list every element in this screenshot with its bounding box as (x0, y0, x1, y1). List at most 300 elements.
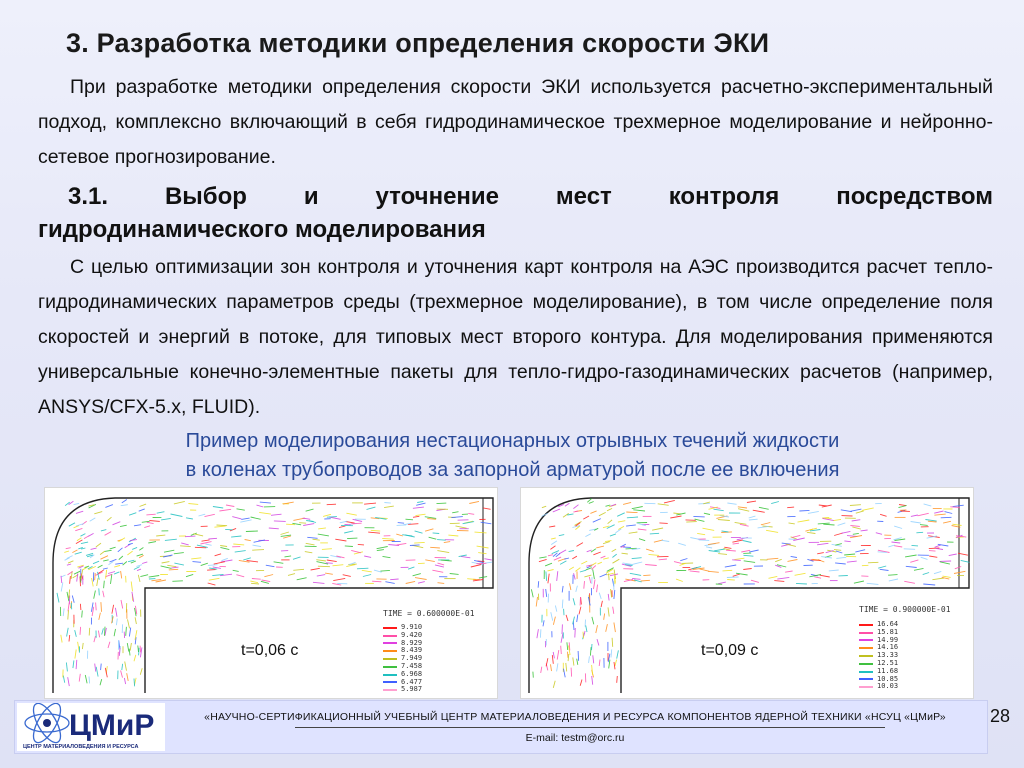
velocity-vector (122, 664, 123, 670)
velocity-vector (714, 509, 724, 511)
velocity-vector (632, 562, 642, 564)
velocity-vector (209, 538, 218, 539)
velocity-vector (697, 533, 705, 534)
velocity-vector (327, 560, 337, 562)
velocity-vector (124, 678, 125, 684)
legend-value: 15.81 (877, 627, 899, 636)
velocity-vector (643, 575, 650, 576)
velocity-vector (231, 536, 241, 537)
velocity-vector (193, 562, 202, 563)
velocity-vector (592, 617, 594, 624)
velocity-vector (854, 581, 864, 583)
velocity-vector (172, 581, 183, 582)
velocity-vector (68, 561, 73, 563)
velocity-vector (122, 500, 127, 503)
velocity-vector (441, 560, 452, 561)
velocity-vector (955, 567, 961, 569)
velocity-vector (611, 649, 612, 657)
velocity-vector (131, 582, 132, 592)
velocity-vector (718, 520, 730, 521)
velocity-vector (111, 575, 112, 584)
velocity-vector (747, 501, 756, 502)
velocity-vector (932, 578, 944, 580)
velocity-vector (788, 560, 798, 562)
velocity-vector (753, 510, 765, 512)
velocity-vector (333, 565, 344, 566)
pipe-wall (529, 498, 969, 693)
velocity-vector (592, 676, 593, 685)
legend-value: 14.16 (877, 643, 899, 652)
velocity-vector (961, 560, 970, 562)
legend-swatch (859, 655, 873, 657)
velocity-vector (68, 602, 69, 611)
velocity-vector (617, 650, 619, 658)
velocity-vector (119, 556, 123, 560)
velocity-vector (592, 644, 593, 650)
velocity-vector (121, 600, 123, 609)
velocity-vector (257, 505, 264, 507)
velocity-vector (795, 573, 806, 575)
velocity-vector (851, 509, 862, 511)
velocity-vector (847, 561, 857, 562)
velocity-vector (69, 635, 70, 642)
velocity-vector (612, 554, 616, 557)
velocity-vector (106, 570, 107, 579)
velocity-vector (733, 543, 739, 544)
velocity-vector (564, 669, 566, 678)
velocity-vector (180, 546, 191, 547)
velocity-vector (306, 543, 315, 545)
velocity-vector (136, 565, 142, 567)
velocity-vector (313, 582, 324, 583)
velocity-vector (418, 582, 425, 584)
legend-value: 5.987 (401, 685, 423, 694)
velocity-vector (645, 565, 657, 566)
velocity-vector (597, 639, 599, 645)
velocity-vector (316, 560, 326, 561)
velocity-vector (96, 603, 97, 611)
velocity-vector (233, 544, 244, 545)
velocity-vector (639, 539, 645, 541)
velocity-vector (68, 677, 70, 686)
velocity-vector (564, 558, 569, 559)
velocity-vector (612, 638, 613, 647)
velocity-vector (835, 563, 846, 564)
velocity-vector (561, 634, 563, 643)
velocity-vector (852, 520, 861, 521)
velocity-vector (307, 537, 317, 538)
velocity-vector (583, 632, 584, 639)
velocity-vector (551, 664, 552, 671)
velocity-vector (540, 629, 541, 637)
velocity-vector (809, 575, 821, 577)
velocity-vector (271, 514, 282, 515)
legend-value: 13.33 (877, 651, 899, 660)
velocity-vector (929, 551, 936, 552)
velocity-vector (836, 551, 842, 553)
velocity-vector (128, 619, 130, 628)
velocity-vector (222, 558, 228, 560)
velocity-vector (137, 569, 141, 571)
velocity-vector (103, 560, 108, 561)
velocity-vector (135, 617, 136, 624)
velocity-vector (416, 514, 426, 515)
velocity-vector (536, 597, 537, 607)
velocity-vector (569, 551, 574, 552)
velocity-vector (128, 560, 134, 562)
velocity-vector (358, 544, 364, 545)
velocity-vector (573, 511, 578, 512)
velocity-vector (577, 615, 578, 622)
velocity-vector (617, 676, 618, 683)
velocity-vector (397, 525, 407, 526)
velocity-vector (835, 544, 842, 546)
velocity-vector (767, 558, 779, 559)
time-label: t=0,06 с (241, 642, 299, 659)
velocity-vector (573, 598, 575, 605)
velocity-vector (95, 664, 96, 672)
velocity-vector (327, 504, 336, 505)
velocity-vector (285, 556, 292, 557)
velocity-vector (390, 579, 398, 580)
velocity-vector (798, 520, 810, 522)
velocity-vector (548, 574, 549, 584)
velocity-vector (618, 521, 625, 522)
velocity-vector (690, 538, 700, 540)
velocity-vector (246, 531, 258, 532)
velocity-vector (700, 569, 710, 571)
velocity-vector (632, 558, 642, 559)
legend-swatch (859, 686, 873, 688)
legend-swatch (383, 681, 397, 683)
velocity-vector (88, 533, 93, 536)
subsection-line2: гидродинамического моделирования (38, 216, 486, 243)
velocity-vector (934, 514, 945, 515)
velocity-vector (346, 565, 355, 567)
velocity-vector (607, 508, 612, 510)
legend-value: 7.458 (401, 661, 423, 670)
velocity-vector (217, 525, 228, 526)
velocity-vector (613, 607, 614, 614)
velocity-legend (383, 624, 422, 694)
body-text: С целью оптимизации зон контроля и уточнения карт контроля на АЭС производится расчет тепло-гидродинамических параметров среды (трехмерное моделирование), в том числе определение поля скоростей и энергий в потоке, для типовых мест второго контура. Для моделирования применяются универсальные конечно-элементные пакеты для тепло-гидро-газодинамических расчетов (например, ANSYS/CFX-5.x, FLUID). (38, 256, 993, 418)
velocity-vector (101, 556, 109, 560)
velocity-vector (435, 565, 444, 567)
subsection-word: и (303, 183, 319, 210)
velocity-vector (105, 550, 112, 551)
subsection-word: Выбор (164, 183, 247, 210)
velocity-vector (93, 561, 99, 564)
velocity-vector (97, 578, 98, 586)
velocity-vector (575, 568, 580, 572)
legend-swatch (383, 666, 397, 668)
velocity-vector (266, 565, 275, 567)
velocity-vector (888, 545, 894, 547)
velocity-vector (171, 567, 178, 568)
velocity-vector (108, 642, 110, 648)
velocity-vector (432, 570, 443, 572)
subsection-number: 3.1. (68, 183, 109, 210)
subsection-line1 (38, 180, 993, 213)
velocity-vector (430, 547, 440, 548)
velocity-vector (127, 673, 129, 681)
velocity-vector (553, 617, 555, 625)
velocity-vector (593, 569, 595, 579)
velocity-vector (120, 525, 127, 526)
velocity-vector (269, 528, 279, 529)
velocity-vector (695, 519, 705, 521)
velocity-vector (604, 614, 605, 620)
velocity-vector (749, 519, 758, 520)
velocity-vector (61, 583, 63, 592)
velocity-vector (377, 547, 388, 549)
velocity-vector (789, 523, 795, 524)
velocity-vector (722, 531, 729, 532)
legend-value: 14.99 (877, 635, 899, 644)
footer-divider (295, 727, 885, 728)
velocity-vector (253, 545, 262, 547)
velocity-vector (537, 629, 539, 638)
velocity-vector (344, 531, 353, 533)
velocity-vector (579, 607, 581, 615)
velocity-vector (69, 523, 75, 526)
velocity-vector (185, 536, 195, 537)
velocity-vector (322, 549, 332, 550)
velocity-vector (662, 540, 670, 541)
velocity-vector (437, 503, 447, 504)
velocity-legend (859, 621, 898, 691)
velocity-vector (416, 503, 425, 505)
legend-value: 16.64 (877, 620, 899, 628)
velocity-vector (112, 605, 114, 614)
velocity-vector (367, 507, 376, 509)
intro-paragraph (38, 70, 993, 175)
velocity-vector (347, 538, 357, 539)
velocity-vector (599, 512, 606, 515)
velocity-vector (72, 550, 77, 553)
velocity-vector (305, 552, 313, 553)
velocity-vector (105, 505, 113, 508)
legend-value: 10.03 (877, 682, 899, 691)
velocity-vector (236, 575, 244, 577)
velocity-vector (733, 574, 740, 576)
velocity-vector (723, 570, 733, 571)
contact-email: E-mail: testm@orc.ru (525, 732, 625, 744)
velocity-vector (85, 675, 87, 683)
velocity-vector (646, 549, 654, 551)
velocity-vector (281, 532, 289, 535)
velocity-vector (105, 532, 112, 536)
velocity-vector (126, 627, 127, 636)
velocity-vector (67, 564, 71, 565)
velocity-vector (593, 655, 594, 663)
velocity-vector (75, 528, 82, 530)
velocity-vector (856, 511, 864, 513)
velocity-vector (105, 627, 106, 636)
velocity-vector (724, 547, 731, 548)
velocity-vector (539, 557, 546, 558)
velocity-vector (771, 502, 779, 504)
velocity-vector (303, 524, 314, 526)
legend-value: 6.477 (401, 677, 423, 686)
legend-swatch (859, 671, 873, 673)
velocity-vector (77, 538, 82, 541)
velocity-vector (541, 667, 542, 673)
velocity-vector (630, 573, 641, 575)
velocity-vector (814, 577, 821, 578)
legend-swatch (859, 647, 873, 649)
logo-wordmark: ЦМиР (69, 709, 155, 742)
velocity-vector (233, 570, 239, 571)
velocity-vector (551, 541, 557, 545)
caption-line2: в коленах трубопроводов за запорной арматурой после ее включения (185, 459, 840, 481)
velocity-vector (949, 554, 957, 556)
velocity-vector (384, 503, 390, 504)
velocity-vector (568, 652, 569, 658)
velocity-vector (674, 562, 681, 564)
legend-swatch (383, 674, 397, 676)
velocity-vector (632, 579, 640, 580)
velocity-vector (551, 538, 556, 539)
velocity-vector (78, 642, 80, 652)
velocity-vector (614, 590, 615, 599)
velocity-vector (678, 543, 686, 545)
velocity-vector (606, 624, 608, 632)
velocity-vector (868, 562, 878, 563)
velocity-vector (383, 556, 391, 557)
velocity-vector (95, 573, 96, 580)
velocity-vector (425, 517, 436, 519)
velocity-vector (241, 518, 249, 519)
legend-value: 11.68 (877, 666, 899, 675)
velocity-vector (75, 630, 77, 637)
velocity-vector (438, 583, 445, 584)
velocity-vector (397, 543, 407, 545)
velocity-vector (162, 562, 170, 563)
velocity-vector (339, 526, 345, 528)
velocity-vector (259, 512, 271, 514)
velocity-vector (920, 525, 928, 526)
velocity-vector (252, 579, 261, 580)
subsection-heading (38, 180, 993, 246)
velocity-vector (297, 578, 307, 580)
velocity-vector (138, 575, 140, 582)
velocity-vector (171, 514, 183, 517)
velocity-vector (121, 671, 123, 678)
velocity-vector (288, 574, 295, 576)
velocity-vector (161, 566, 172, 569)
velocity-vector (251, 517, 261, 519)
velocity-vector (718, 554, 727, 555)
velocity-vector (626, 512, 637, 513)
velocity-vector (572, 556, 577, 559)
velocity-vector (382, 538, 394, 539)
velocity-vector (894, 526, 902, 528)
velocity-vector (74, 571, 80, 574)
velocity-vector (471, 565, 481, 568)
velocity-vector (584, 581, 585, 589)
velocity-vector (213, 507, 223, 509)
velocity-vector (243, 558, 251, 560)
velocity-vector (119, 648, 120, 656)
velocity-vector (408, 567, 414, 569)
velocity-vector (878, 566, 886, 568)
velocity-vector (417, 501, 423, 502)
legend-swatch (383, 642, 397, 644)
velocity-vector (81, 542, 88, 544)
body-paragraph (38, 250, 993, 425)
velocity-vector (820, 575, 830, 577)
velocity-vector (878, 552, 887, 553)
velocity-vector (785, 571, 793, 572)
velocity-vector (451, 517, 462, 518)
velocity-vector (575, 522, 582, 526)
velocity-vector (425, 529, 433, 531)
velocity-vector (469, 501, 479, 503)
velocity-vector (208, 583, 216, 585)
velocity-vector (921, 557, 928, 559)
velocity-vector (905, 555, 917, 557)
velocity-vector (414, 542, 425, 543)
velocity-vector (611, 589, 612, 597)
caption-line1: Пример моделирования нестационарных отрывных течений жидкости (185, 430, 840, 452)
velocity-vector (659, 559, 667, 560)
velocity-vector (833, 519, 841, 520)
velocity-vector (237, 509, 245, 510)
velocity-vector (250, 581, 258, 583)
velocity-vector (586, 625, 587, 632)
velocity-vector (557, 571, 558, 581)
velocity-vector (734, 558, 744, 559)
velocity-vector (577, 659, 578, 665)
velocity-vector (546, 572, 547, 581)
velocity-vector (142, 562, 147, 564)
velocity-vector (146, 514, 155, 515)
velocity-vector (850, 505, 861, 506)
velocity-vector (658, 504, 669, 506)
velocity-vector (659, 523, 667, 524)
velocity-vector (299, 523, 306, 524)
velocity-vector (566, 615, 568, 621)
velocity-vector (286, 524, 295, 525)
velocity-vector (118, 548, 123, 552)
velocity-vector (950, 507, 960, 508)
velocity-vector (483, 508, 491, 509)
velocity-vector (818, 523, 830, 524)
velocity-vector (570, 583, 571, 590)
legend-value: 7.949 (401, 654, 423, 663)
velocity-vector (96, 543, 101, 547)
slide-title: 3. Разработка методики определения скорости ЭКИ (66, 28, 770, 58)
velocity-vector (580, 570, 586, 572)
velocity-vector (744, 561, 755, 563)
velocity-vector (98, 565, 103, 568)
velocity-vector (941, 517, 952, 518)
velocity-vector (363, 575, 371, 577)
velocity-vector (151, 580, 161, 581)
velocity-vector (104, 581, 105, 589)
velocity-vector (70, 576, 71, 584)
velocity-vector (116, 619, 117, 626)
velocity-vector (561, 646, 562, 654)
velocity-vector (553, 509, 560, 512)
velocity-vector (115, 608, 117, 617)
velocity-vector (606, 505, 611, 506)
velocity-vector (186, 518, 193, 519)
velocity-vector (549, 526, 555, 527)
legend-swatch (383, 650, 397, 652)
velocity-vector (164, 550, 174, 552)
